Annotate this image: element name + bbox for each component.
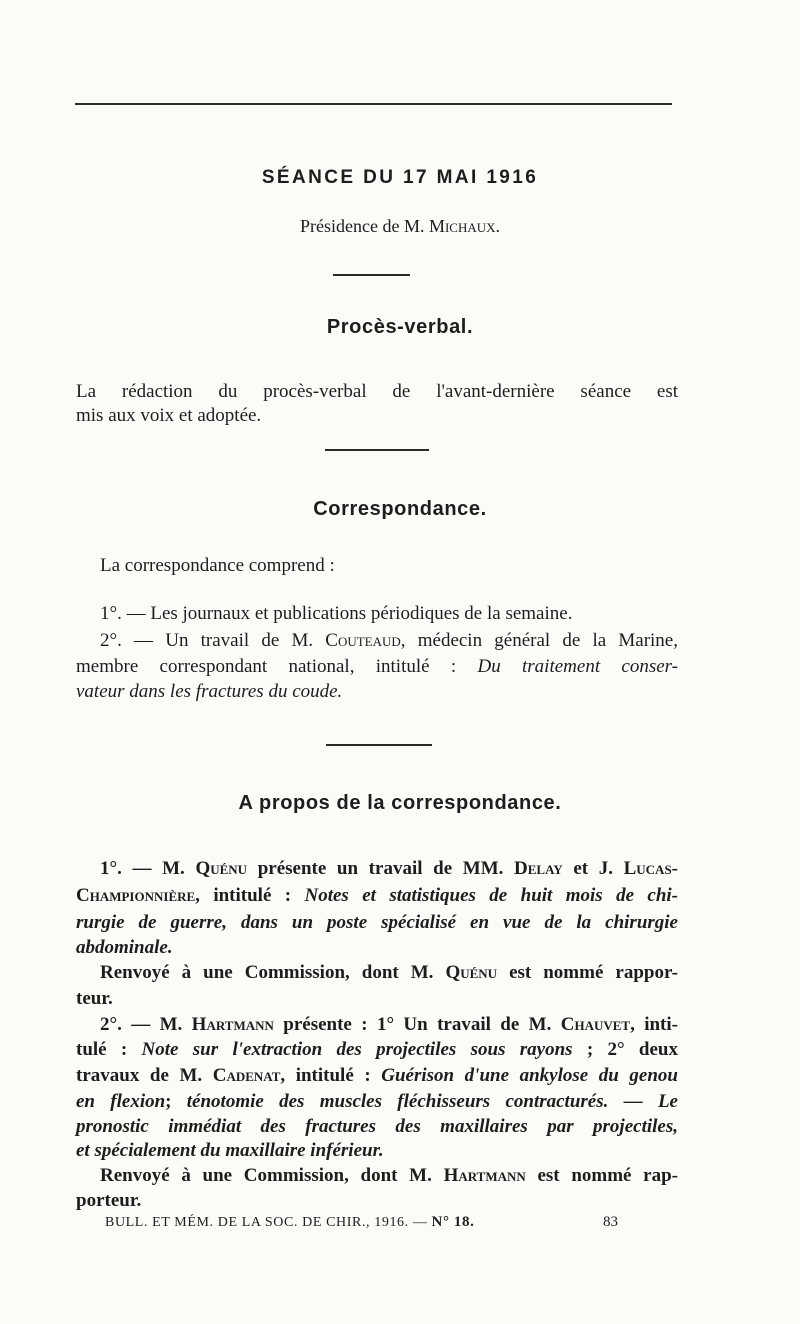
person-name: Delay [514,858,563,879]
text-run: , médecin général de la Marine, [400,630,678,651]
person-name: Chauvet [560,1014,631,1035]
work-title: vateur dans les fractures du coude. [76,681,343,702]
page-number: 83 [603,1214,618,1230]
work-title: Note sur l'extraction des projectiles sous rayons [141,1039,573,1060]
section-divider [325,449,429,451]
top-rule [75,103,672,105]
text-run: présente : 1° Un travail de M. [273,1014,561,1035]
text-run: ; 2° deux [572,1039,678,1060]
a-propos-item-1 [100,857,678,881]
person-name: Cadenat [212,1065,281,1086]
presidence-line [0,216,800,237]
a-propos-renvoi-2 [100,1164,678,1188]
a-propos-item-2-cont [76,1038,678,1062]
text-run: 2°. — Un travail de M. [100,630,326,651]
text-run: membre correspondant national, intitulé : [76,656,478,677]
person-name: Championnière [76,885,196,906]
seance-title: SÉANCE DU 17 MAI 1916 [261,167,539,188]
work-title: Du traitement conser- [477,656,678,677]
work-title: ténotomie des muscles fléchisseurs contracturés. [186,1091,609,1112]
text-run: 1°. — M. [100,858,196,879]
text-run: et J. [562,858,624,879]
a-propos-item-1-cont [76,911,678,935]
a-propos-item-2-cont [76,1139,678,1163]
work-title: pronostic immédiat des fractures des maxillaires par projectiles, [76,1116,678,1137]
a-propos-item-2 [100,1013,678,1037]
person-name: Hartmann [191,1014,274,1035]
a-propos-item-2-cont [76,1115,678,1139]
correspondance-item-2-cont [76,655,678,679]
text-run: est nommé rappor- [497,962,679,983]
person-name: Quénu [445,962,498,983]
correspondance-item-1: 1°. — Les journaux et publications périodiques de la semaine. [100,603,573,624]
a-propos-item-2-cont [76,1064,678,1088]
section-divider [333,274,410,276]
correspondance-intro: La correspondance comprend : [100,555,335,576]
a-propos-item-2-cont [76,1090,678,1114]
section-divider [326,744,432,746]
proces-verbal-line: La rédaction du procès-verbal de l'avant-dernière séance est [76,381,678,402]
text-run: tulé : [76,1039,142,1060]
work-title: Le [657,1091,678,1112]
work-title: rurgie de guerre, dans un poste spécialisé en vue de la chirurgie [76,912,678,933]
journal-footer [105,1214,620,1231]
a-propos-item-1-cont [76,936,678,960]
text-run: , intitulé : [195,885,305,906]
text-run: 2°. — M. [100,1014,192,1035]
correspondance-item-2-cont [76,680,678,704]
proces-verbal-line: mis aux voix et adoptée. [76,405,262,426]
work-title: abdominale. [76,937,173,958]
text-run: travaux de M. [76,1065,213,1086]
person-name: Couteaud [325,630,401,651]
work-title: en flexion [76,1091,166,1112]
correspondance-heading: Correspondance. [313,498,487,520]
text-run: Renvoyé à une Commission, dont M. [100,1165,444,1186]
work-title: Guérison d'une ankylose du genou [381,1065,678,1086]
a-propos-renvoi-2-cont: porteur. [76,1190,142,1211]
proces-verbal-heading: Procès-verbal. [326,316,474,338]
a-propos-renvoi-1 [100,961,678,985]
presidence-prefix: Présidence de M. [299,216,429,236]
work-title: et spécialement du maxillaire inférieur. [76,1140,384,1161]
work-title: Notes et statistiques de huit mois de chi- [304,885,678,906]
text-run: Renvoyé à une Commission, dont M. [100,962,446,983]
person-name: Hartmann [443,1165,526,1186]
issue-number: N° 18. [431,1214,475,1230]
person-name: Lucas- [623,858,679,879]
a-propos-item-1-cont [76,884,678,908]
text-run: présente un travail de MM. [247,858,515,879]
president-name: Michaux. [428,216,501,236]
a-propos-renvoi-1-cont: teur. [76,988,113,1009]
text-run: — [608,1091,658,1112]
text-run: est nommé rap- [525,1165,678,1186]
journal-reference: BULL. ET MÉM. DE LA SOC. DE CHIR., 1916. — [105,1215,432,1230]
a-propos-heading: A propos de la correspondance. [238,792,562,814]
text-run: ; [165,1091,187,1112]
text-run: , intitulé : [280,1065,382,1086]
person-name: Quénu [195,858,248,879]
text-run: , inti- [630,1014,678,1035]
correspondance-item-2 [100,629,678,653]
